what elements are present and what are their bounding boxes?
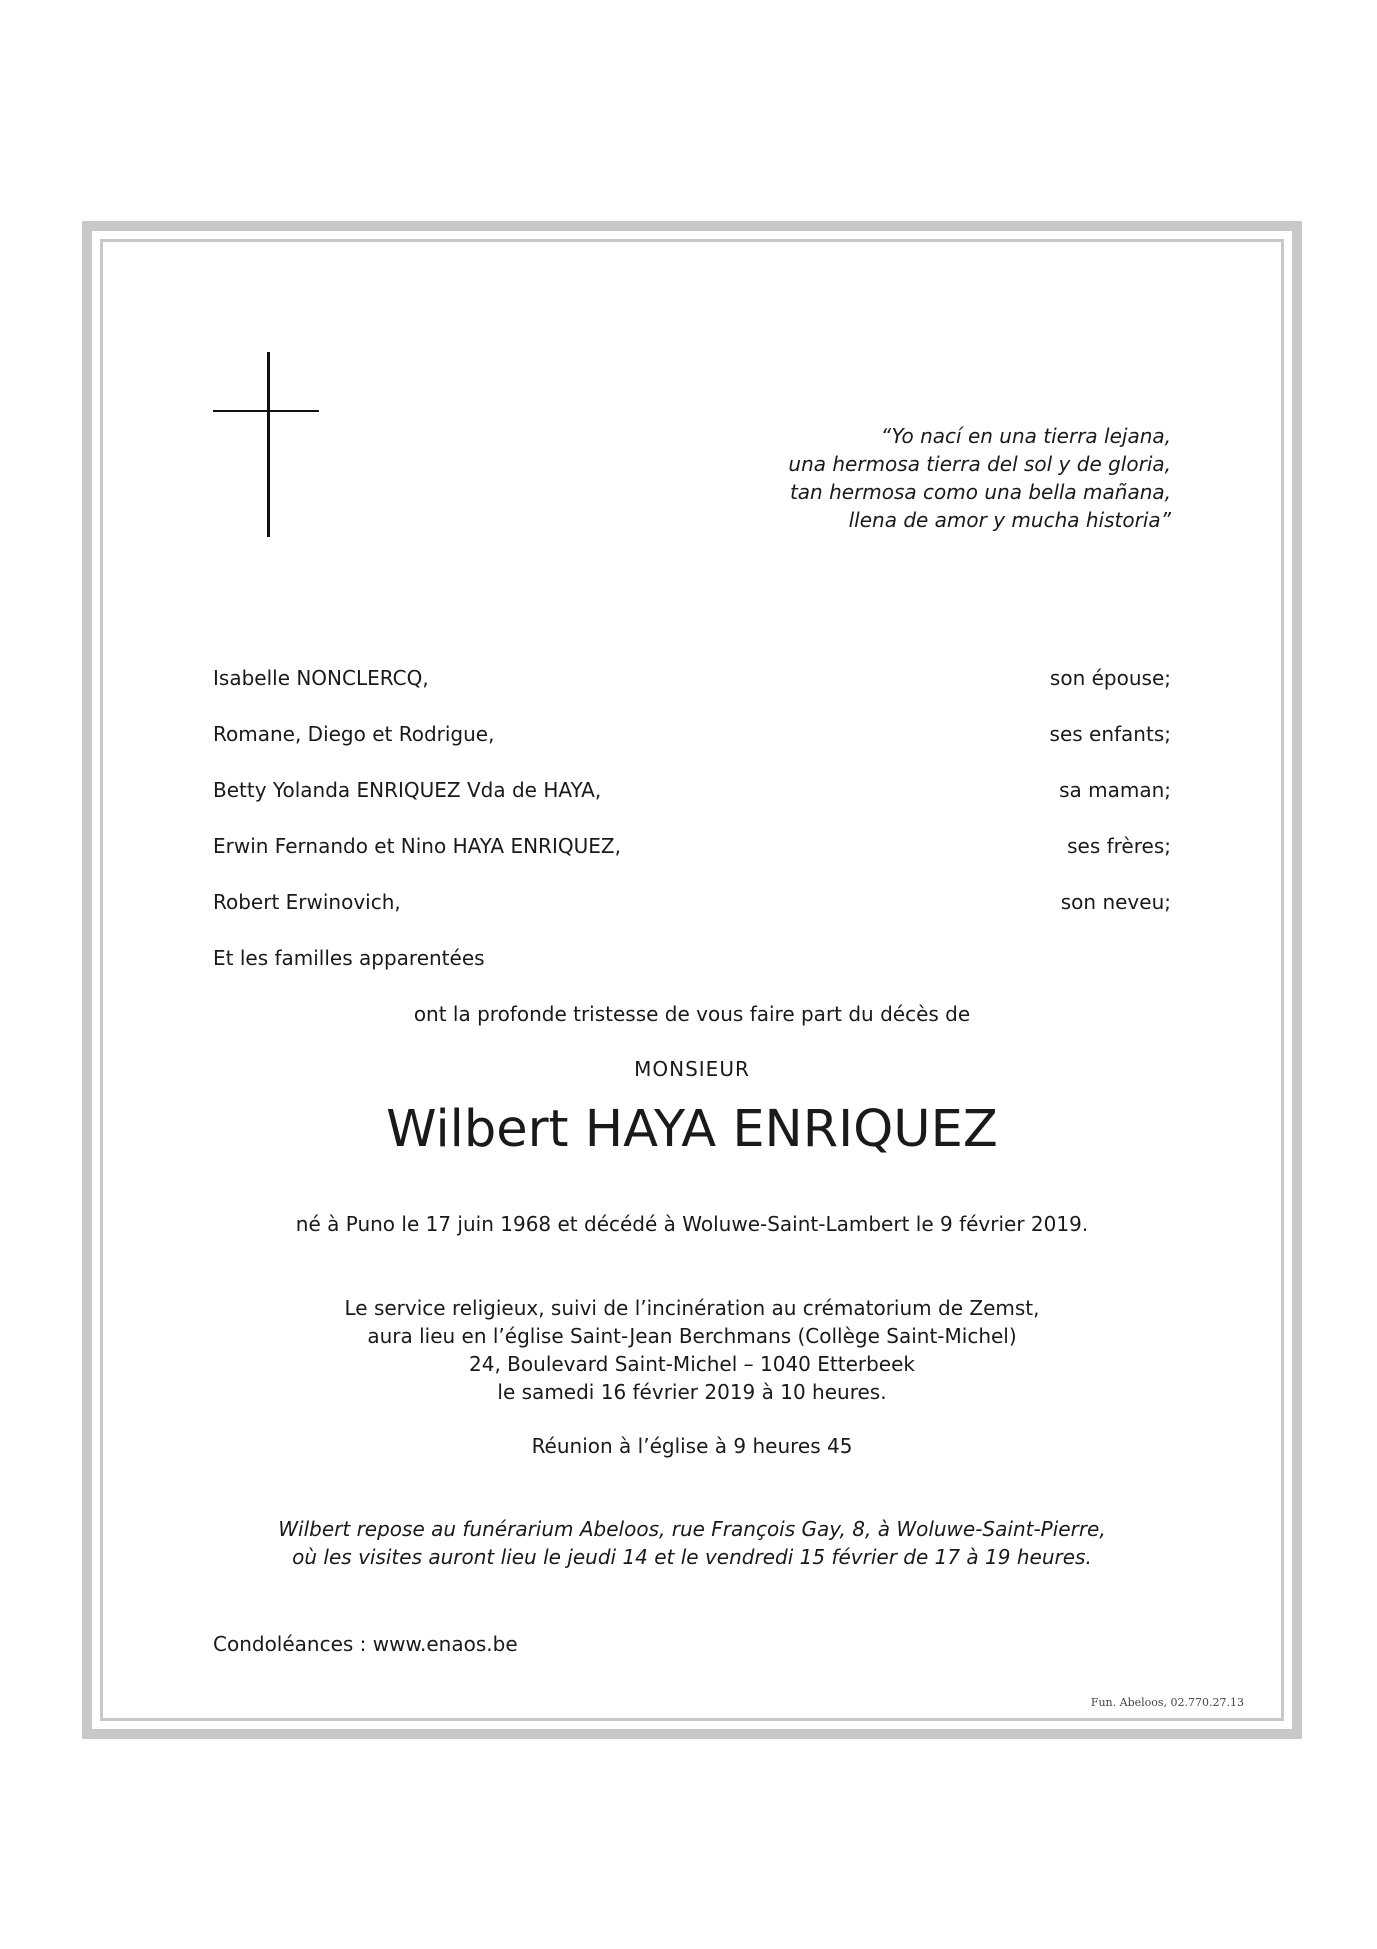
visitation-line: Wilbert repose au funérarium Abeloos, rue François Gay, 8, à Woluwe-Saint-Pierre, [278, 1517, 1106, 1541]
family-row [213, 777, 1171, 833]
family-row [213, 665, 1171, 721]
family-relation: ses frères; [1067, 834, 1171, 858]
family-relation: sa maman; [1059, 778, 1171, 802]
announcement: ont la profonde tristesse de vous faire part du décès de [413, 1002, 971, 1026]
family-member-name: Romane, Diego et Rodrigue, [213, 722, 495, 746]
funeral-home-credit: Fun. Abeloos, 02.770.27.13 [1090, 1696, 1244, 1709]
service-line: le samedi 16 février 2019 à 10 heures. [497, 1380, 887, 1404]
birth-death-dates: né à Puno le 17 juin 1968 et décédé à Woluwe-Saint-Lambert le 9 février 2019. [295, 1212, 1089, 1236]
family-member-name: Betty Yolanda ENRIQUEZ Vda de HAYA, [213, 778, 602, 802]
reunion-time: Réunion à l’église à 9 heures 45 [531, 1434, 853, 1458]
quote-line: una hermosa tierra del sol y de gloria, [788, 452, 1171, 476]
quote-line: “Yo nací en una tierra lejana, [880, 424, 1171, 448]
service-details [213, 1294, 1171, 1406]
family-row [213, 945, 1171, 1001]
epigraph-quote [788, 422, 1171, 534]
family-member-name: Robert Erwinovich, [213, 890, 401, 914]
family-member-name: Et les familles apparentées [213, 946, 485, 970]
service-line: aura lieu en l’église Saint-Jean Berchmans (Collège Saint-Michel) [367, 1324, 1017, 1348]
cross-icon [267, 352, 270, 537]
family-list [213, 665, 1171, 1001]
visitation-line: où les visites auront lieu le jeudi 14 et le vendredi 15 février de 17 à 19 heures. [292, 1545, 1092, 1569]
honorific: MONSIEUR [634, 1057, 750, 1081]
service-line: Le service religieux, suivi de l’incinération au crématorium de Zemst, [344, 1296, 1040, 1320]
quote-line: tan hermosa como una bella mañana, [789, 480, 1171, 504]
family-member-name: Isabelle NONCLERCQ, [213, 666, 429, 690]
quote-line: llena de amor y mucha historia” [848, 508, 1171, 532]
family-relation: son neveu; [1060, 890, 1171, 914]
service-line: 24, Boulevard Saint-Michel – 1040 Etterbeek [469, 1352, 915, 1376]
visitation-details [213, 1515, 1171, 1571]
family-relation: son épouse; [1049, 666, 1171, 690]
family-row [213, 721, 1171, 777]
condolences-link[interactable]: Condoléances : www.enaos.be [213, 1632, 518, 1656]
family-row [213, 833, 1171, 889]
family-relation: ses enfants; [1049, 722, 1171, 746]
family-row [213, 889, 1171, 945]
deceased-name: Wilbert HAYA ENRIQUEZ [386, 1100, 998, 1159]
cross-icon-bar [213, 410, 319, 412]
family-member-name: Erwin Fernando et Nino HAYA ENRIQUEZ, [213, 834, 621, 858]
